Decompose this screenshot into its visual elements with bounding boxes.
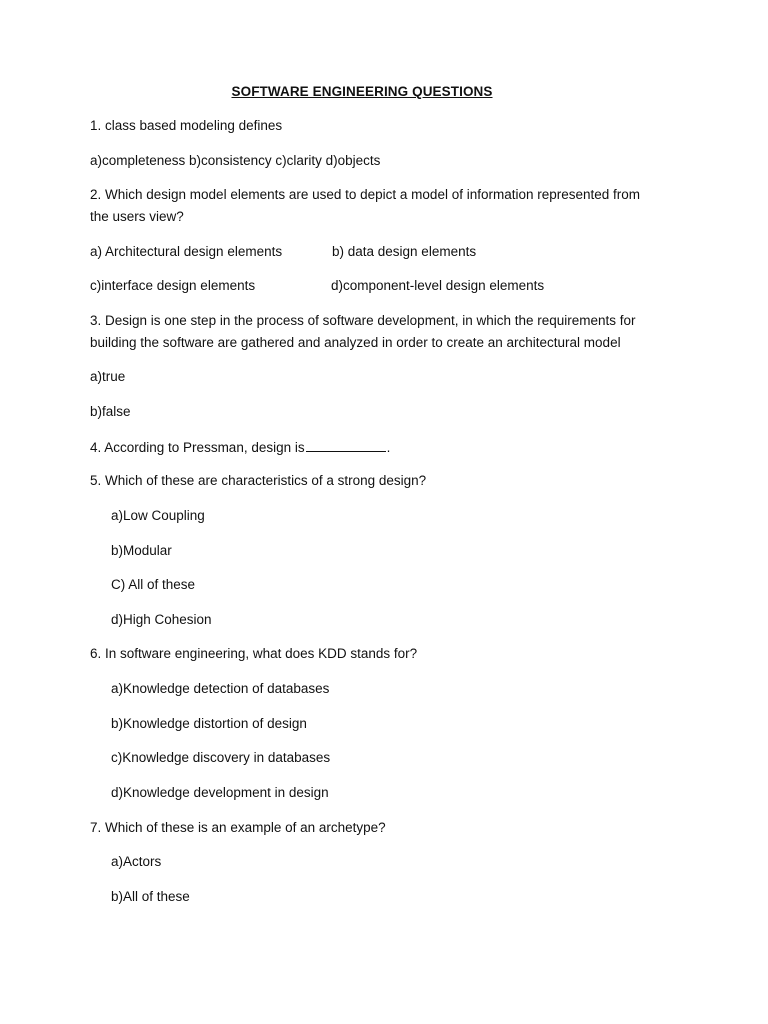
answer-blank — [306, 439, 386, 452]
question-5-option-a: a)Low Coupling — [111, 508, 205, 523]
question-7: 7. Which of these is an example of an archetype? — [90, 820, 386, 835]
question-6: 6. In software engineering, what does KDD stands for? — [90, 646, 418, 661]
question-4 — [90, 439, 390, 456]
question-5-option-d: d)High Cohesion — [111, 612, 212, 627]
question-5: 5. Which of these are characteristics of a strong design? — [90, 473, 427, 488]
question-2-line-1: 2. Which design model elements are used to depict a model of information represented from — [90, 187, 641, 202]
question-2-option-c: c)interface design elements — [90, 278, 256, 293]
question-3-option-b: b)false — [90, 404, 131, 419]
question-4-end: . — [386, 440, 391, 455]
question-5-option-b: b)Modular — [111, 543, 172, 558]
question-2-option-a: a) Architectural design elements — [90, 244, 283, 259]
question-1-options: a)completeness b)consistency c)clarity d)objects — [90, 153, 381, 168]
question-7-option-a: a)Actors — [111, 854, 162, 869]
question-6-option-c: c)Knowledge discovery in databases — [111, 750, 331, 765]
question-4-text: 4. According to Pressman, design is — [90, 440, 305, 455]
question-6-option-d: d)Knowledge development in design — [111, 785, 329, 800]
question-7-option-b: b)All of these — [111, 889, 190, 904]
question-2-option-b: b) data design elements — [332, 244, 477, 259]
question-3-line-1: 3. Design is one step in the process of software development, in which the requirements for — [90, 313, 636, 328]
document-title: SOFTWARE ENGINEERING QUESTIONS — [231, 84, 493, 99]
question-1: 1. class based modeling defines — [90, 118, 283, 133]
question-5-option-c: C) All of these — [111, 577, 196, 592]
question-3-option-a: a)true — [90, 369, 126, 384]
question-2-option-d: d)component-level design elements — [331, 278, 545, 293]
question-6-option-a: a)Knowledge detection of databases — [111, 681, 330, 696]
question-3-line-2: building the software are gathered and analyzed in order to create an architectural model — [90, 335, 621, 350]
question-2-line-2: the users view? — [90, 209, 184, 224]
question-6-option-b: b)Knowledge distortion of design — [111, 716, 307, 731]
